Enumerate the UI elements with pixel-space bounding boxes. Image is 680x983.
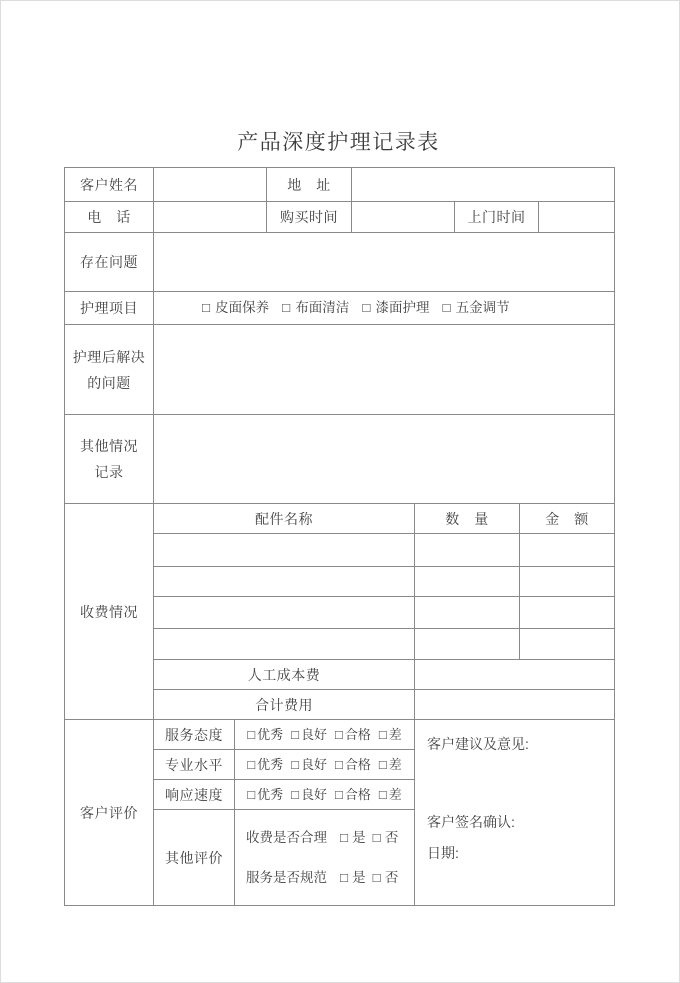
billing-label: 收费情况 bbox=[65, 504, 154, 720]
other-records-input-cell[interactable] bbox=[154, 415, 614, 504]
care-item-option-leather-care[interactable]: □ 皮面保养 bbox=[202, 300, 270, 316]
care-item-option-paint-care[interactable]: □ 漆面护理 bbox=[362, 300, 430, 316]
existing-problems-input-cell[interactable] bbox=[154, 233, 614, 292]
checkbox-icon: □ bbox=[442, 300, 451, 316]
solved-problems-input-cell[interactable] bbox=[154, 325, 614, 415]
visit-time-input-cell[interactable] bbox=[539, 202, 614, 233]
total-cost-input-cell[interactable] bbox=[415, 690, 614, 720]
service-yes-checkbox[interactable]: □ 是 bbox=[340, 869, 366, 885]
page-title: 产品深度护理记录表 bbox=[237, 131, 440, 154]
checkbox-icon: □ bbox=[202, 300, 211, 316]
checkbox-icon: □ bbox=[378, 757, 387, 772]
billing-amount-input-cell[interactable] bbox=[520, 567, 614, 597]
billing-col-amount: 金 额 bbox=[520, 504, 614, 534]
billing-amount-input-cell[interactable] bbox=[520, 597, 614, 629]
solved-problems-label: 护理后解决 的问题 bbox=[65, 325, 154, 415]
customer-name-label: 客户姓名 bbox=[65, 168, 154, 202]
rating-option-qualified[interactable]: □ 合格 bbox=[335, 727, 371, 742]
checkbox-icon: □ bbox=[291, 727, 299, 742]
billing-col-accessory-name: 配件名称 bbox=[154, 504, 415, 534]
other-evaluation-label: 其他评价 bbox=[154, 810, 235, 905]
checkbox-icon: □ bbox=[372, 830, 381, 845]
care-item-option-hardware-adjust[interactable]: □ 五金调节 bbox=[442, 300, 510, 316]
checkbox-icon: □ bbox=[247, 787, 256, 802]
signature-label: 客户签名确认: bbox=[427, 814, 515, 830]
checkbox-icon: □ bbox=[372, 869, 381, 885]
criterion-response-speed: 响应速度 bbox=[154, 780, 235, 810]
phone-label: 电 话 bbox=[65, 202, 154, 233]
care-item-option-fabric-clean[interactable]: □ 布面清洁 bbox=[282, 300, 350, 316]
rating-row-professional-level bbox=[235, 750, 415, 780]
checkbox-icon: □ bbox=[335, 757, 343, 772]
rating-option-poor[interactable]: □ 差 bbox=[378, 787, 402, 802]
rating-row-service-attitude bbox=[235, 720, 415, 750]
rating-option-poor[interactable]: □ 差 bbox=[378, 727, 402, 742]
fee-yes-checkbox[interactable]: □ 是 bbox=[340, 830, 366, 845]
checkbox-icon: □ bbox=[282, 300, 291, 316]
other-evaluation-questions-cell bbox=[235, 810, 415, 905]
billing-accessory-input-cell[interactable] bbox=[154, 629, 415, 660]
question-service-standard: 服务是否规范 □ 是 □ 否 bbox=[246, 869, 399, 885]
billing-accessory-input-cell[interactable] bbox=[154, 534, 415, 567]
purchase-time-input-cell[interactable] bbox=[352, 202, 455, 233]
billing-quantity-input-cell[interactable] bbox=[415, 534, 520, 567]
checkbox-icon: □ bbox=[335, 787, 343, 802]
rating-option-good[interactable]: □ 良好 bbox=[291, 757, 327, 772]
criterion-service-attitude: 服务态度 bbox=[154, 720, 235, 750]
visit-time-label: 上门时间 bbox=[455, 202, 539, 233]
checkbox-icon: □ bbox=[362, 300, 371, 316]
checkbox-icon: □ bbox=[340, 869, 349, 885]
suggestions-label: 客户建议及意见: bbox=[427, 736, 529, 752]
address-label: 地 址 bbox=[267, 168, 352, 202]
phone-input-cell[interactable] bbox=[154, 202, 267, 233]
date-label: 日期: bbox=[427, 845, 459, 861]
labor-cost-input-cell[interactable] bbox=[415, 660, 614, 690]
form-table bbox=[64, 167, 615, 906]
billing-amount-input-cell[interactable] bbox=[520, 629, 614, 660]
rating-option-excellent[interactable]: □ 优秀 bbox=[247, 787, 284, 802]
rating-option-qualified[interactable]: □ 合格 bbox=[335, 787, 371, 802]
purchase-time-label: 购买时间 bbox=[267, 202, 352, 233]
billing-accessory-input-cell[interactable] bbox=[154, 597, 415, 629]
billing-quantity-input-cell[interactable] bbox=[415, 597, 520, 629]
checkbox-icon: □ bbox=[378, 787, 387, 802]
billing-col-quantity: 数 量 bbox=[415, 504, 520, 534]
total-cost-label: 合计费用 bbox=[154, 690, 415, 720]
evaluation-label: 客户评价 bbox=[65, 720, 154, 905]
care-items-options-cell bbox=[154, 292, 614, 325]
rating-option-excellent[interactable]: □ 优秀 bbox=[247, 727, 284, 742]
feedback-signature-cell[interactable] bbox=[415, 720, 614, 905]
customer-name-input-cell[interactable] bbox=[154, 168, 267, 202]
existing-problems-label: 存在问题 bbox=[65, 233, 154, 292]
question-fee-reasonable: 收费是否合理 □ 是 □ 否 bbox=[246, 830, 399, 845]
fee-no-checkbox[interactable]: □ 否 bbox=[372, 830, 399, 845]
checkbox-icon: □ bbox=[340, 830, 349, 845]
rating-option-good[interactable]: □ 良好 bbox=[291, 727, 327, 742]
rating-option-poor[interactable]: □ 差 bbox=[378, 757, 402, 772]
rating-row-response-speed bbox=[235, 780, 415, 810]
checkbox-icon: □ bbox=[247, 757, 256, 772]
billing-amount-input-cell[interactable] bbox=[520, 534, 614, 567]
checkbox-icon: □ bbox=[291, 787, 299, 802]
care-items-label: 护理项目 bbox=[65, 292, 154, 325]
labor-cost-label: 人工成本费 bbox=[154, 660, 415, 690]
billing-accessory-input-cell[interactable] bbox=[154, 567, 415, 597]
address-input-cell[interactable] bbox=[352, 168, 614, 202]
rating-option-qualified[interactable]: □ 合格 bbox=[335, 757, 371, 772]
criterion-professional-level: 专业水平 bbox=[154, 750, 235, 780]
other-records-label: 其他情况 记录 bbox=[65, 415, 154, 504]
checkbox-icon: □ bbox=[247, 727, 256, 742]
rating-option-excellent[interactable]: □ 优秀 bbox=[247, 757, 284, 772]
service-no-checkbox[interactable]: □ 否 bbox=[372, 869, 399, 885]
checkbox-icon: □ bbox=[335, 727, 343, 742]
billing-quantity-input-cell[interactable] bbox=[415, 629, 520, 660]
checkbox-icon: □ bbox=[291, 757, 299, 772]
billing-quantity-input-cell[interactable] bbox=[415, 567, 520, 597]
checkbox-icon: □ bbox=[378, 727, 387, 742]
rating-option-good[interactable]: □ 良好 bbox=[291, 787, 327, 802]
